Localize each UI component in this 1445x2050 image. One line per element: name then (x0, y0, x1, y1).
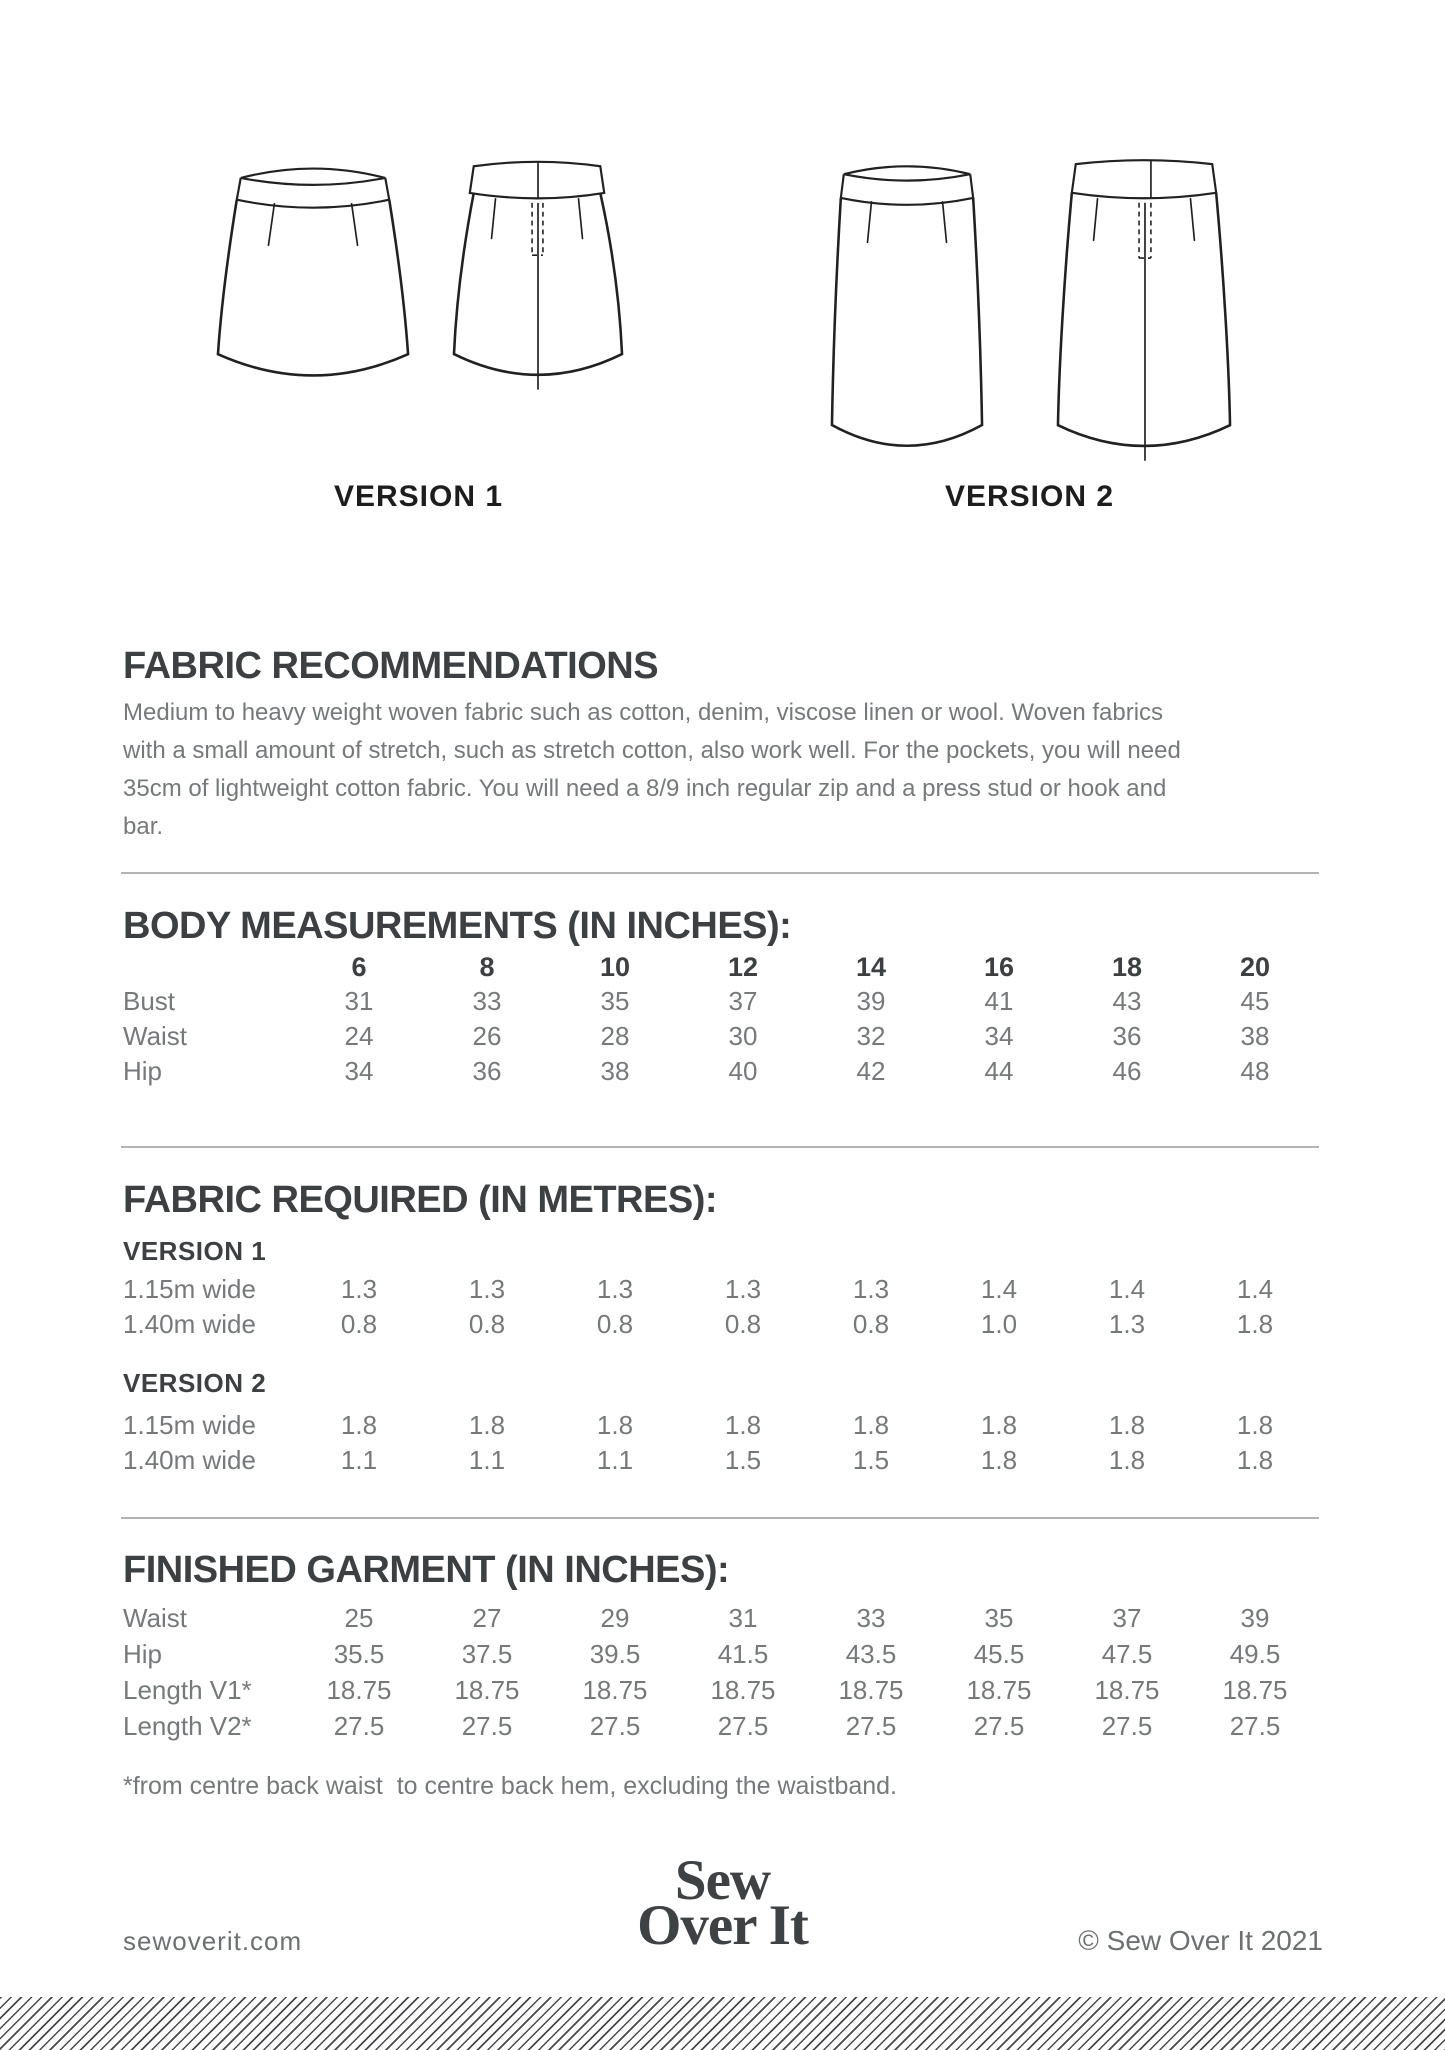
paragraph-line: Medium to heavy weight woven fabric such as cotton, denim, viscose linen or wool. Woven fabrics (123, 699, 1164, 726)
table-row-bust: Bust 31 33 35 37 39 41 43 45 (123, 984, 1443, 1019)
row-label: 1.40m wide (123, 1309, 256, 1339)
row-label: Bust (123, 986, 176, 1016)
table-row-140-wide: 1.40m wide 0.8 0.8 0.8 0.8 0.8 1.0 1.3 1.8 (123, 1307, 1443, 1342)
fabric-recommendations-heading: FABRIC RECOMMENDATIONS (123, 645, 659, 687)
size-header: 16 (983, 952, 1015, 982)
row-label: Hip (123, 1639, 163, 1669)
fabric-required-v2-table (123, 1408, 1443, 1478)
size-header: 12 (727, 952, 759, 982)
logo-line-1: Sew (674, 1849, 771, 1912)
copyright-notice: © Sew Over It 2021 (1078, 1925, 1323, 1956)
size-header: 10 (599, 952, 631, 982)
version2-subheading: VERSION 2 (123, 1368, 267, 1398)
table-row-115-wide: 1.15m wide 1.8 1.8 1.8 1.8 1.8 1.8 1.8 1.8 (123, 1408, 1443, 1443)
table-row-115-wide: 1.15m wide 1.3 1.3 1.3 1.3 1.3 1.4 1.4 1.4 (123, 1272, 1443, 1307)
section-divider (121, 1517, 1319, 1519)
finished-garment-section (123, 1550, 1443, 1802)
body-measurements-heading: BODY MEASUREMENTS (IN INCHES): (123, 905, 792, 947)
row-label: Waist (123, 1021, 188, 1051)
row-label: 1.15m wide (123, 1274, 256, 1304)
table-row-140-wide: 1.40m wide 1.1 1.1 1.1 1.5 1.5 1.8 1.8 1.8 (123, 1443, 1443, 1478)
table-row-length-v2: Length V2* 27.5 27.5 27.5 27.5 27.5 27.5 27.5 27.5 (123, 1708, 1443, 1744)
fabric-required-heading: FABRIC REQUIRED (IN METRES): (123, 1179, 717, 1221)
section-divider (121, 872, 1319, 874)
row-label: 1.15m wide (123, 1410, 256, 1440)
paragraph-line: bar. (123, 813, 164, 840)
size-header: 18 (1111, 952, 1143, 982)
skirt-v2-back-drawing (1056, 151, 1232, 466)
size-header: 8 (479, 952, 495, 982)
table-row-waist: Waist 25 27 29 31 33 35 37 39 (123, 1600, 1443, 1636)
fabric-recommendations-section (123, 646, 1443, 846)
fabric-recommendations-paragraph (123, 694, 1443, 846)
paragraph-line: with a small amount of stretch, such as stretch cotton, also work well. For the pockets, you will need (123, 737, 1181, 764)
size-header: 14 (855, 952, 887, 982)
finished-garment-heading: FINISHED GARMENT (IN INCHES): (123, 1549, 730, 1591)
figure-version2 (828, 151, 1232, 514)
logo-line-2: Over It (637, 1894, 808, 1957)
size-header-row (123, 954, 1443, 980)
skirt-v2-front-drawing (828, 151, 986, 466)
row-label: Length V1* (123, 1675, 252, 1705)
finished-garment-table (123, 1600, 1443, 1744)
row-label: Length V2* (123, 1711, 252, 1741)
table-row-waist: Waist 24 26 28 30 32 34 36 38 (123, 1019, 1443, 1054)
website-url: sewoverit.com (123, 1926, 303, 1956)
size-header: 6 (351, 952, 367, 982)
diagonal-hatch-border (0, 1997, 1445, 2050)
table-row-length-v1: Length V1* 18.75 18.75 18.75 18.75 18.75 18.75 18.75 18.75 (123, 1672, 1443, 1708)
table-row-hip: Hip 35.5 37.5 39.5 41.5 43.5 45.5 47.5 49.5 (123, 1636, 1443, 1672)
body-measurements-table (123, 954, 1443, 1089)
version2-views (828, 151, 1232, 466)
technical-drawings (0, 151, 1445, 514)
figure-version1 (214, 151, 624, 514)
fabric-required-section (123, 1180, 1443, 1478)
length-footnote: *from centre back waist to centre back hem, excluding the waistband. (123, 1772, 897, 1800)
row-label: 1.40m wide (123, 1445, 256, 1475)
row-label: Hip (123, 1056, 163, 1086)
paragraph-line: 35cm of lightweight cotton fabric. You will need a 8/9 inch regular zip and a press stud or hook and (123, 775, 1167, 802)
row-label: Waist (123, 1603, 188, 1633)
figure-label-version1: VERSION 1 (333, 480, 504, 513)
size-header: 20 (1239, 952, 1271, 982)
figure-label-version2: VERSION 2 (944, 480, 1115, 513)
skirt-v1-front-drawing (214, 151, 412, 395)
body-measurements-section (123, 906, 1443, 1089)
skirt-v1-back-drawing (452, 151, 624, 395)
version1-views (214, 151, 624, 466)
version1-subheading: VERSION 1 (123, 1236, 267, 1266)
table-row-hip: Hip 34 36 38 40 42 44 46 48 (123, 1054, 1443, 1089)
section-divider (121, 1146, 1319, 1148)
fabric-required-v1-table (123, 1272, 1443, 1342)
